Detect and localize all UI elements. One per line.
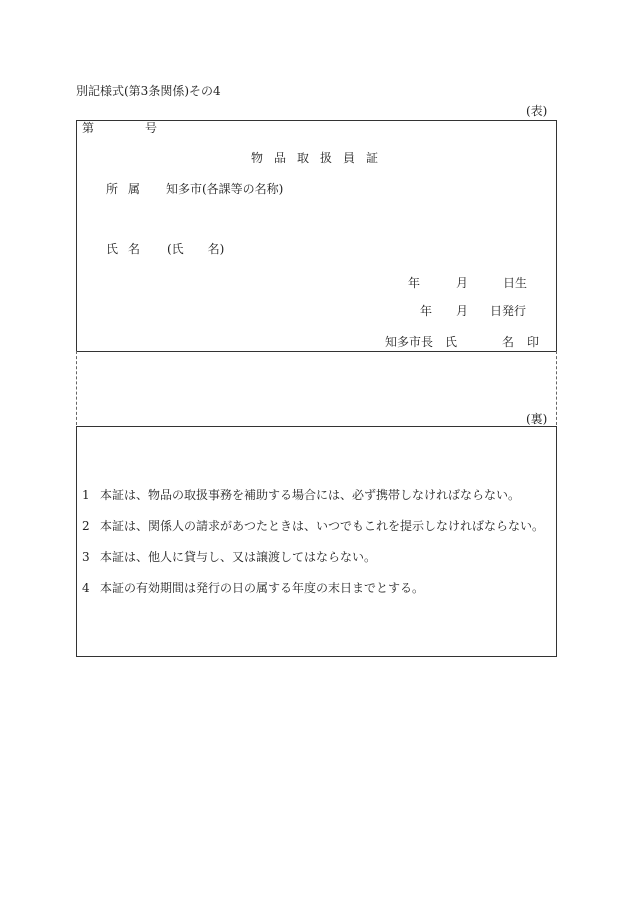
rule-text: 本証は、物品の取扱事務を補助する場合には、必ず携帯しなければならない。 [100, 488, 521, 502]
issue-year-label: 年 [420, 304, 433, 318]
rule-number: 2 [82, 519, 90, 533]
rule-text: 本証は、関係人の請求があつたときは、いつでもこれを提示しなければならない。 [100, 519, 545, 533]
name-value: (氏 名) [167, 242, 225, 256]
rule-number: 4 [82, 581, 90, 595]
rule-text: 本証の有効期間は発行の日の属する年度の末日までとする。 [100, 581, 425, 595]
seal-label: 印 [527, 335, 540, 349]
number-suffix: 号 [145, 121, 158, 135]
number-prefix: 第 [82, 121, 95, 135]
front-side-label: (表) [526, 104, 548, 118]
rule-item [82, 489, 520, 501]
name-label: 氏名 [106, 242, 151, 256]
rule-item [82, 520, 544, 532]
card-back-frame [76, 426, 557, 657]
back-side-label: (裏) [526, 412, 548, 426]
issuer-title: 知多市長 [385, 335, 434, 349]
form-title: 別記様式(第3条関係)その4 [76, 84, 221, 98]
issuer-mei: 名 [502, 335, 515, 349]
card-title: 物品取扱員証 [251, 151, 390, 165]
rule-text: 本証は、他人に貸与し、又は譲渡してはならない。 [100, 550, 377, 564]
issuer-shi: 氏 [445, 335, 458, 349]
rule-item [82, 582, 424, 594]
affiliation-value: 知多市(各課等の名称) [166, 182, 284, 196]
issue-month-label: 月 [456, 304, 469, 318]
birth-month-label: 月 [456, 276, 469, 290]
cut-line-band [76, 351, 557, 425]
issue-day-label: 日発行 [490, 304, 527, 318]
birth-year-label: 年 [408, 276, 421, 290]
rule-number: 1 [82, 488, 90, 502]
rule-number: 3 [82, 550, 90, 564]
birth-day-label: 日生 [503, 276, 528, 290]
affiliation-label: 所属 [106, 182, 151, 196]
rule-item [82, 551, 376, 563]
